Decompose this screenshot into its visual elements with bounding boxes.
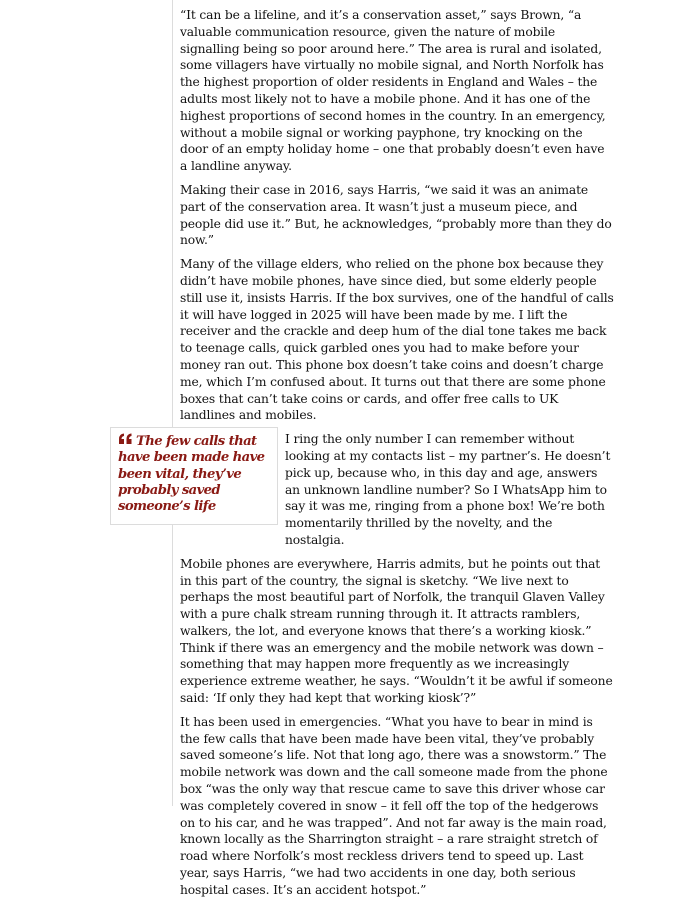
article-paragraph: It has been used in emergencies. “What you have to bear in mind is the few calls that have been made have been vital, they’ve probably saved someone’s life. Not that long ago, there was a snowstorm.” The mobile network was down and the call someone made from the phone box “was the only way that rescue came to save this driver whose car was completely covered in snow – it fell off the top of the hedgerows on to his car, and he was trapped”. And not far away is the main road, known locally as the Sharrington straight – a rare straight stretch of road where Norfolk’s most reckless drivers tend to speed up. Last year, says Harris, “we had two accidents in one day, both serious hospital cases. It’s an accident hotspot.” — [180, 714, 608, 897]
article-paragraph: Mobile phones are everywhere, Harris admits, but he points out that in this part of the country, the signal is sketchy. “We live next to perhaps the most beautiful part of Norfolk, the tranquil Glaven Valley with a pure chalk stream running through it. It attracts ramblers, walkers, the lot, and everyone knows that there’s a working kiosk.” Think if there was an emergency and the mobile network was down – something that may happen more frequently as we increasingly experience extreme weather, he says. “Wouldn’t it be awful if someone said: ‘If only they had kept that working kiosk’?” — [180, 556, 613, 706]
pullquote-text: The few calls that have been made have been vital, they’ve probably saved someone’s life — [118, 434, 265, 514]
article-paragraph: Many of the village elders, who relied on the phone box because they didn’t have mobile phones, have since died, but some elderly people still use it, insists Harris. If the box survives, one of the handful of calls it will have logged in 2025 will have been made by me. I lift the receiver and the crackle and deep hum of the dial tone takes me back to teenage calls, quick garbled ones you had to make before your money ran out. This phone box doesn’t take coins and doesn’t charge me, which I’m confused about. It turns out that there are some phone boxes that can’t take coins or cards, and offer free calls to UK landlines and mobiles. — [180, 257, 614, 423]
article-paragraph: Making their case in 2016, says Harris, “we said it was an animate part of the conservation area. It wasn’t just a museum piece, and people did use it.” But, he acknowledges, “probably more than they do now.” — [180, 182, 612, 248]
quote-mark-icon — [118, 433, 133, 450]
column-divider — [172, 0, 173, 806]
pullquote-row — [118, 431, 614, 549]
article-paragraph: I ring the only number I can remember without looking at my contacts list – my partner’s. He doesn’t pick up, because who, in this day and age, answers an unknown landline number? So I WhatsApp him to say it was me, ringing from a phone box! We’re both momentarily thrilled by the novelty, and the nostalgia. — [285, 432, 611, 547]
pullquote — [110, 427, 278, 525]
article-paragraph: “It can be a lifeline, and it’s a conservation asset,” says Brown, “a valuable communication resource, given the nature of mobile signalling being so poor around here.” The area is rural and isolated, some villagers have virtually no mobile signal, and North Norfolk has the highest proportion of older residents in England and Wales – the adults most likely not to have a mobile phone. And it has one of the highest proportions of second homes in the country. In an emergency, without a mobile signal or working payphone, try knocking on the door of an empty holiday home – one that probably doesn’t even have a landline anyway. — [180, 8, 606, 174]
article-body — [118, 7, 614, 906]
